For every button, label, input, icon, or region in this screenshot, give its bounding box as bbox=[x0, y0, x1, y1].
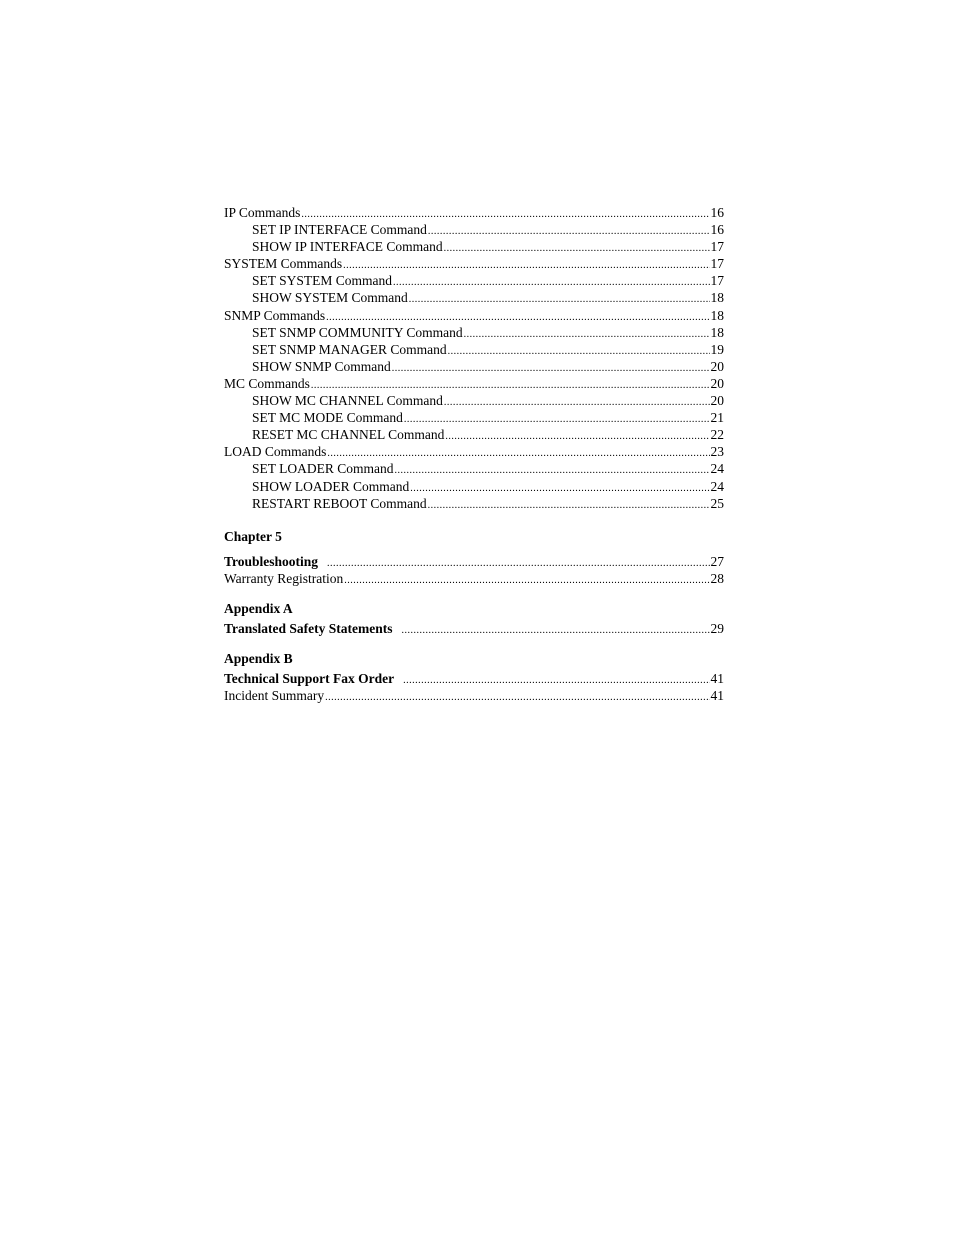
leader-dots bbox=[327, 555, 709, 572]
toc-page-number: 28 bbox=[710, 570, 724, 586]
toc-page-number: 21 bbox=[710, 410, 724, 426]
toc-page-number: 41 bbox=[710, 670, 724, 686]
toc-subentry[interactable] bbox=[224, 426, 724, 443]
toc-entry[interactable] bbox=[224, 570, 724, 587]
toc-entry-label: Translated Safety Statements bbox=[224, 620, 393, 636]
toc-subentry[interactable] bbox=[224, 478, 724, 495]
toc-entry[interactable] bbox=[224, 620, 724, 637]
toc-page-number: 25 bbox=[710, 495, 724, 511]
leader-dots bbox=[344, 572, 709, 589]
toc-subentry[interactable] bbox=[224, 341, 724, 358]
leader-dots bbox=[444, 240, 710, 257]
toc-page-number: 24 bbox=[710, 461, 724, 477]
toc-entry[interactable] bbox=[224, 375, 724, 392]
leader-dots bbox=[464, 326, 710, 343]
toc-entry[interactable] bbox=[224, 204, 724, 221]
toc-subentry[interactable] bbox=[224, 289, 724, 306]
toc-entry-label: LOAD Commands bbox=[224, 444, 327, 460]
toc-page-number: 20 bbox=[710, 358, 724, 374]
toc-entry-label: SET LOADER Command bbox=[252, 461, 394, 477]
leader-dots bbox=[445, 428, 709, 445]
toc-subentry[interactable] bbox=[224, 324, 724, 341]
leader-dots bbox=[393, 274, 709, 291]
toc-entry[interactable] bbox=[224, 670, 724, 687]
appendix-a-section bbox=[224, 600, 724, 637]
leader-dots bbox=[428, 497, 710, 514]
toc-entry-label: SHOW SYSTEM Command bbox=[252, 290, 408, 306]
toc-page-number: 17 bbox=[710, 256, 724, 272]
toc-entry-label: SYSTEM Commands bbox=[224, 256, 343, 272]
toc-page-number: 22 bbox=[710, 427, 724, 443]
leader-dots bbox=[448, 343, 710, 360]
leader-dots bbox=[392, 360, 710, 377]
toc-subentry[interactable] bbox=[224, 272, 724, 289]
table-of-contents bbox=[224, 204, 724, 704]
appendix-b-section bbox=[224, 650, 724, 704]
toc-entry[interactable] bbox=[224, 307, 724, 324]
toc-entry-label: SHOW MC CHANNEL Command bbox=[252, 393, 443, 409]
toc-page-number: 18 bbox=[710, 307, 724, 323]
toc-page-number: 17 bbox=[710, 239, 724, 255]
appendix-heading: Appendix A bbox=[224, 600, 293, 616]
toc-subentry[interactable] bbox=[224, 221, 724, 238]
toc-page-number: 16 bbox=[710, 205, 724, 220]
leader-dots bbox=[409, 291, 710, 308]
toc-entry[interactable] bbox=[224, 255, 724, 272]
toc-page-number: 41 bbox=[710, 688, 724, 704]
toc-entry[interactable] bbox=[224, 553, 724, 570]
toc-entry-label: IP Commands bbox=[224, 205, 301, 220]
toc-page-number: 24 bbox=[710, 478, 724, 494]
toc-page-number: 29 bbox=[710, 620, 724, 636]
chapter-5-section bbox=[224, 528, 724, 587]
toc-entry[interactable] bbox=[224, 443, 724, 460]
toc-entry-label: MC Commands bbox=[224, 375, 310, 391]
toc-entry-label: SET SNMP MANAGER Command bbox=[252, 341, 447, 357]
leader-dots bbox=[410, 480, 709, 497]
toc-entry-label: RESET MC CHANNEL Command bbox=[252, 427, 445, 443]
toc-page-number: 19 bbox=[710, 341, 724, 357]
toc-entry-label: Warranty Registration bbox=[224, 570, 344, 586]
toc-page-number: 27 bbox=[710, 553, 724, 569]
appendix-heading: Appendix B bbox=[224, 650, 293, 666]
toc-entry-label: Troubleshooting bbox=[224, 553, 319, 569]
leader-dots bbox=[343, 257, 709, 274]
toc-entry-label: SET SNMP COMMUNITY Command bbox=[252, 324, 463, 340]
command-entries bbox=[224, 204, 724, 512]
toc-entry-label: Technical Support Fax Order bbox=[224, 670, 395, 686]
toc-entry-label: SET MC MODE Command bbox=[252, 410, 403, 426]
toc-page-number: 18 bbox=[710, 324, 724, 340]
toc-page-number: 17 bbox=[710, 273, 724, 289]
toc-subentry[interactable] bbox=[224, 460, 724, 477]
toc-page-number: 20 bbox=[710, 393, 724, 409]
leader-dots bbox=[395, 462, 710, 479]
toc-subentry[interactable] bbox=[224, 495, 724, 512]
toc-page-number: 23 bbox=[710, 444, 724, 460]
toc-entry-label: Incident Summary bbox=[224, 688, 325, 704]
toc-page-number: 18 bbox=[710, 290, 724, 306]
toc-subentry[interactable] bbox=[224, 358, 724, 375]
toc-entry-label: RESTART REBOOT Command bbox=[252, 495, 427, 511]
leader-dots bbox=[403, 672, 709, 689]
toc-entry-label: SHOW LOADER Command bbox=[252, 478, 410, 494]
toc-entry-label: SET IP INTERFACE Command bbox=[252, 222, 427, 238]
toc-entry[interactable] bbox=[224, 687, 724, 704]
chapter-heading: Chapter 5 bbox=[224, 528, 282, 544]
leader-dots bbox=[428, 223, 710, 240]
toc-entry-label: SHOW SNMP Command bbox=[252, 358, 391, 374]
toc-entry-label: SHOW IP INTERFACE Command bbox=[252, 239, 443, 255]
leader-dots bbox=[325, 689, 709, 706]
leader-dots bbox=[404, 411, 710, 428]
toc-subentry[interactable] bbox=[224, 409, 724, 426]
toc-subentry[interactable] bbox=[224, 238, 724, 255]
leader-dots bbox=[401, 622, 709, 639]
toc-entry-label: SET SYSTEM Command bbox=[252, 273, 393, 289]
toc-subentry[interactable] bbox=[224, 392, 724, 409]
toc-entry-label: SNMP Commands bbox=[224, 307, 326, 323]
toc-page-number: 20 bbox=[710, 375, 724, 391]
toc-page-number: 16 bbox=[710, 222, 724, 238]
leader-dots bbox=[444, 394, 710, 411]
